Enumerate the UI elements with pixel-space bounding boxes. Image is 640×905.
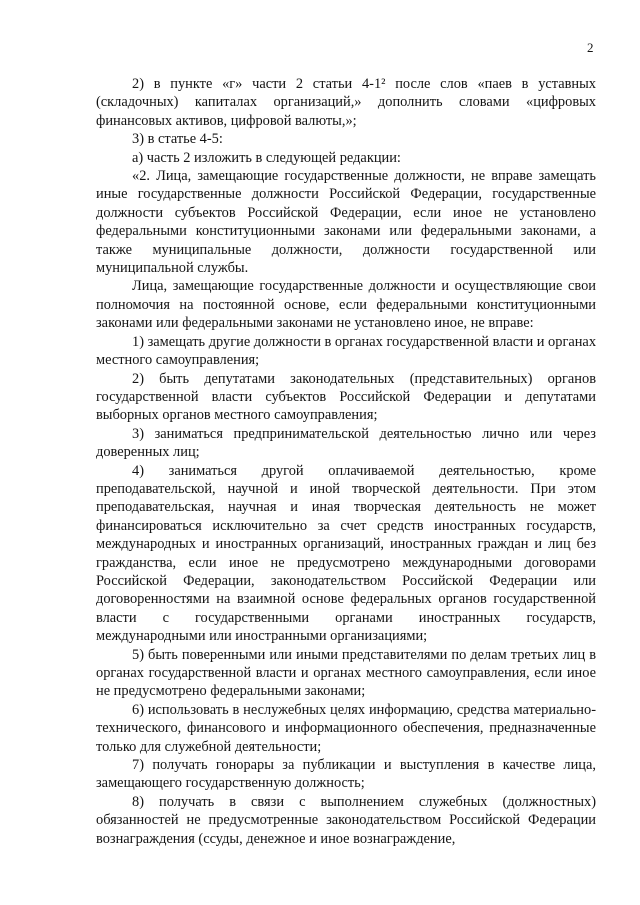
paragraph: Лица, замещающие государственные должности и осуществляющие свои полномочия на постоянной основе, если федеральными конституционными законами или федеральными законами не установлено иное, не вправе: [96, 278, 596, 332]
list-item: 4) заниматься другой оплачиваемой деятельностью, кроме преподавательской, научной и иной творческой деятельности. При этом преподавательская, научная и иная творческая деятельность не может финансироваться исключительно за счет средств иностранных государств, международных и иностранных организаций, иностранных граждан и лиц без гражданства, если иное не предусмотрено международными договорами Российской Федерации, законодательством Российской Федерации или договоренностями на взаимной основе федеральных органов государственной власти с государственными органами иностранных государств, международными или иностранными организациями; [96, 462, 596, 645]
page-number: 2 [587, 40, 594, 55]
list-item: 3) заниматься предпринимательской деятельностью лично или через доверенных лиц; [96, 425, 596, 461]
list-item: 2) быть депутатами законодательных (представительных) органов государственной власти субъектов Российской Федерации и депутатами выборных органов местного самоуправления; [96, 370, 596, 424]
list-item: 7) получать гонорары за публикации и выступления в качестве лица, замещающего государственную должность; [96, 757, 596, 792]
list-item: 1) замещать другие должности в органах государственной власти и органах местного самоуправления; [96, 333, 597, 369]
list-item: 6) использовать в неслужебных целях информацию, средства материально-технического, финансового и информационного обеспечения, предназначенные только для служебной деятельности; [96, 701, 596, 755]
list-item: 5) быть поверенными или иными представителями по делам третьих лиц в органах государственной власти и органах местного самоуправления, если иное не предусмотрено федеральными законами; [96, 646, 596, 700]
list-item: 8) получать в связи с выполнением служебных (должностных) обязанностей не предусмотренные законодательством Российской Федерации вознаграждения (ссуды, денежное и иное вознаграждение, [96, 793, 596, 847]
paragraph: «2. Лица, замещающие государственные должности, не вправе замещать иные государственные должности Российской Федерации, государственные должности субъектов Российской Федерации, если иное не установлено федеральными конституционными законами или федеральными законами, а также муниципальные должности, должности государственной или муниципальной службы. [96, 168, 596, 277]
paragraph: 3) в статье 4-5: [132, 131, 223, 148]
document-body [96, 75, 596, 848]
paragraph: 2) в пункте «г» части 2 статьи 4-1² после слов «паев в уставных (складочных) капиталах организаций,» дополнить словами «цифровых финансовых активов, цифровой валюты,»; [96, 76, 596, 129]
paragraph: а) часть 2 изложить в следующей редакции: [132, 149, 401, 166]
